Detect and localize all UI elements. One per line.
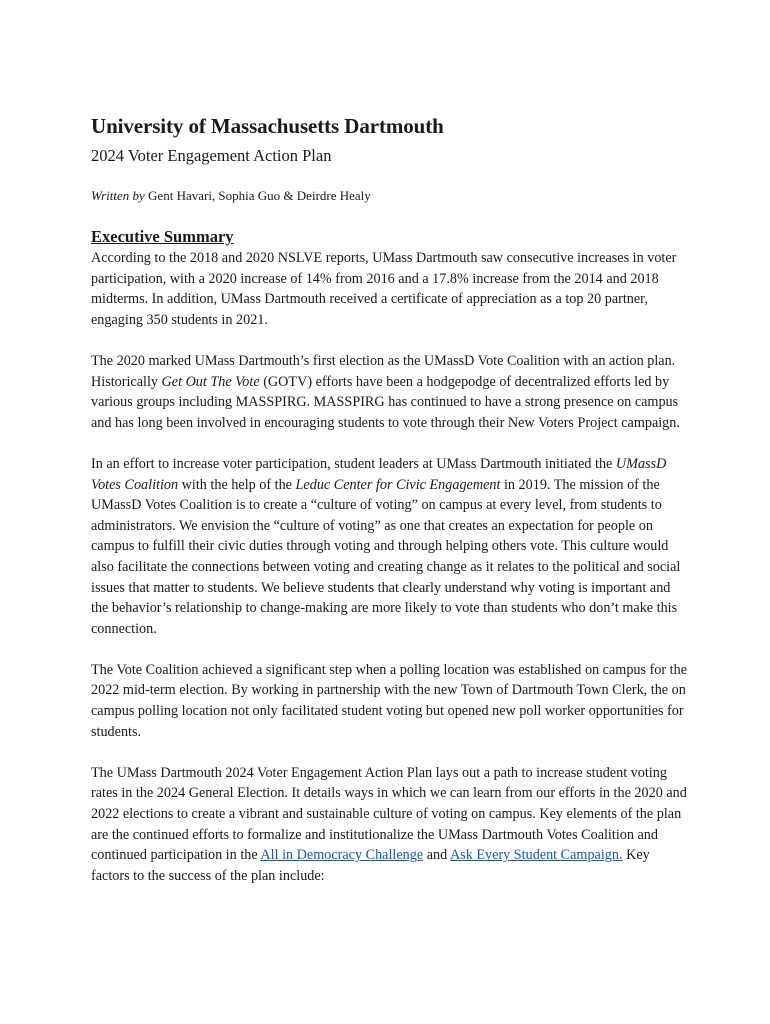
paragraph-3-text-b: with the help of the bbox=[178, 476, 296, 493]
paragraph-5 bbox=[91, 763, 691, 887]
document-page bbox=[91, 113, 691, 886]
document-title: University of Massachusetts Dartmouth bbox=[91, 114, 444, 138]
paragraph-2-text-a: The 2020 marked UMass Dartmouth’s first election as the UMassD Vote Coalition with an action plan. Historically bbox=[91, 352, 676, 390]
paragraph-5-text-b: and bbox=[423, 847, 450, 864]
paragraph-5-text-a: The UMass Dartmouth 2024 Voter Engagement Action Plan lays out a path to increase student voting rates in the 2024 General Election. It details ways in which we can learn from our efforts in the 2020 and 2022 elections to create a vibrant and sustainable culture of voting on campus. Key elements of the plan are the continued efforts to formalize and institutionalize the UMass Dartmouth Votes Coalition and continued participation in the bbox=[91, 764, 687, 864]
byline-authors: Gent Havari, Sophia Guo & Deirdre Healy bbox=[148, 188, 371, 203]
paragraph-2 bbox=[91, 351, 691, 433]
paragraph-3-italic-leduc: Leduc Center for Civic Engagement bbox=[295, 476, 501, 493]
paragraph-1: According to the 2018 and 2020 NSLVE reports, UMass Dartmouth saw consecutive increases in voter participation, with a 2020 increase of 14% from 2016 and a 17.8% increase from the 2014 and 2018 midterms. In addition, UMass Dartmouth received a certificate of appreciation as a top 20 partner, engaging 350 students in 2021. bbox=[91, 250, 677, 328]
paragraph-2-italic: Get Out The Vote bbox=[161, 373, 260, 390]
paragraph-3 bbox=[91, 454, 691, 639]
paragraph-3-italic-coalition: UMassD Votes Coalition bbox=[91, 455, 667, 493]
all-in-democracy-challenge-link[interactable]: All in Democracy Challenge bbox=[260, 847, 424, 864]
document-subtitle: 2024 Voter Engagement Action Plan bbox=[91, 146, 332, 165]
paragraph-5-text-c: Key factors to the success of the plan include: bbox=[91, 847, 650, 884]
byline-prefix: Written by bbox=[91, 188, 145, 203]
paragraph-4: The Vote Coalition achieved a significant step when a polling location was established on campus for the 2022 mid-term election. By working in partnership with the new Town of Dartmouth Town Clerk, the on campus polling location not only facilitated student voting but opened new poll worker opportunities for students. bbox=[91, 661, 687, 740]
byline bbox=[91, 187, 691, 205]
ask-every-student-campaign-link[interactable]: Ask Every Student Campaign. bbox=[449, 847, 623, 864]
paragraph-2-text-b: (GOTV) efforts have been a hodgepodge of decentralized efforts led by various groups including MASSPIRG. MASSPIRG has continued to have a strong presence on campus and has long been involved in encouraging students to vote through their New Voters Project campaign. bbox=[91, 373, 680, 431]
section-heading-executive-summary: Executive Summary bbox=[91, 227, 234, 246]
paragraph-3-text-c: in 2019. The mission of the UMassD Votes Coalition is to create a “culture of voting” on campus at every level, from students to administrators. We envision the “culture of voting” as one that creates an expectation for people on campus to fulfill their civic duties through voting and through helping others vote. This culture would also facilitate the connections between voting and creating change as it relates to the political and social issues that matter to students. We believe students that clearly understand why voting is important and the behavior’s relationship to change-making are more likely to vote than students who don’t make this connection. bbox=[91, 476, 681, 637]
paragraph-3-text-a: In an effort to increase voter participation, student leaders at UMass Dartmouth initiated the bbox=[91, 455, 616, 472]
